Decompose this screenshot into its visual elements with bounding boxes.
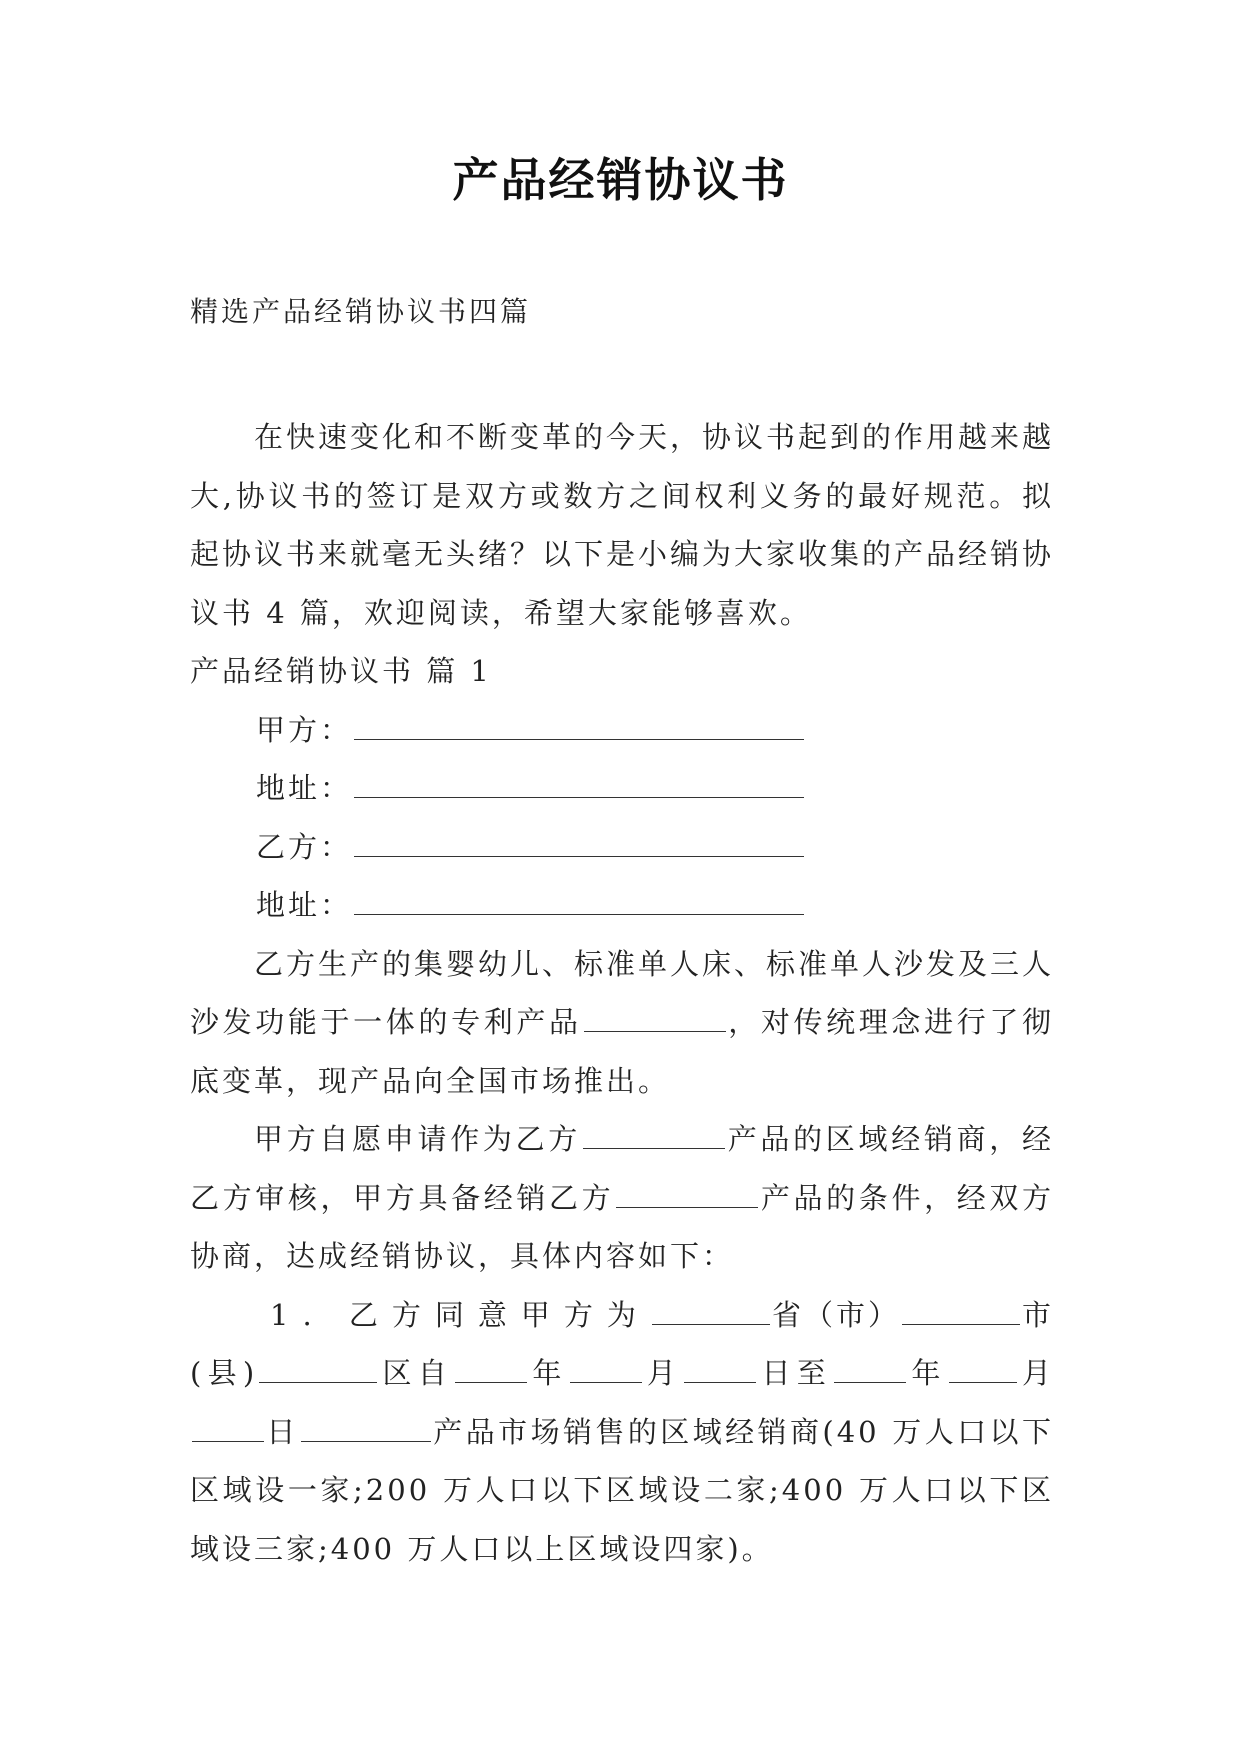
province-blank[interactable] <box>652 1300 770 1325</box>
party-b-address-blank[interactable] <box>354 890 804 915</box>
document-subtitle: 精选产品经销协议书四篇 <box>190 295 532 328</box>
party-a-address-field <box>190 759 1054 818</box>
county-blank[interactable] <box>259 1358 377 1383</box>
party-a-field <box>190 701 1054 760</box>
clause-1-text-a: 1. 乙方同意甲方为 <box>270 1297 650 1332</box>
start-day-blank[interactable] <box>684 1358 756 1383</box>
clause-1-text-f: 年 <box>529 1356 568 1390</box>
end-day-blank[interactable] <box>192 1417 264 1442</box>
product-name-blank[interactable] <box>584 1007 726 1032</box>
application-product-blank-2[interactable] <box>616 1183 758 1208</box>
party-a-label: 甲方： <box>256 712 353 747</box>
clause-1-text-g: 月 <box>643 1356 683 1390</box>
party-a-address-label: 地址： <box>256 771 353 805</box>
party-a-blank[interactable] <box>354 715 804 740</box>
application-text-c: 产品的条件，经双方协商，达成经销协议，具体内容如下： <box>190 1180 1054 1273</box>
party-b-field <box>190 818 1054 877</box>
clause-1-text-l: 产品市场销售的区域经销商(40 万人口以下区域设一家;200 万人口以下区域设二家;400 万人口以下区域设三家;400 万人口以上区域设四家)。 <box>190 1414 1054 1566</box>
party-b-address-label: 地址： <box>256 888 353 922</box>
clause-1-text-h: 日至 <box>758 1356 833 1390</box>
clause-1-text-j: 月 <box>1018 1356 1054 1390</box>
section-heading: 产品经销协议书 篇 1 <box>190 654 492 688</box>
clause-1-text-d: (县) <box>190 1356 258 1390</box>
party-b-address-field <box>190 876 1054 935</box>
document-body <box>190 408 1054 1578</box>
clause-product-blank[interactable] <box>301 1417 431 1442</box>
clause-1-text-k: 日 <box>266 1414 299 1449</box>
clause-1-text-b: 省（市） <box>771 1297 900 1332</box>
end-month-blank[interactable] <box>949 1358 1017 1383</box>
party-b-label: 乙方： <box>256 829 353 864</box>
clause-1-paragraph <box>190 1286 1054 1579</box>
application-text-b: 产品的区域经销商，经乙方审核，甲方具备经销乙方 <box>190 1122 1054 1215</box>
intro-paragraph: 在快速变化和不断变革的今天，协议书起到的作用越来越大,协议书的签订是双方或数方之间权利义务的最好规范。拟起协议书来就毫无头绪？以下是小编为大家收集的产品经销协议书 4 篇，欢迎阅读，希望大家能够喜欢。 <box>190 420 1055 630</box>
document-title: 产品经销协议书 <box>452 153 789 207</box>
application-paragraph <box>190 1110 1054 1286</box>
clause-1-text-c: 市 <box>1021 1297 1054 1332</box>
clause-1-text-i: 年 <box>908 1356 947 1390</box>
product-text-b: ，对传统理念进行了彻底变革，现产品向全国市场推出。 <box>190 1005 1054 1098</box>
product-paragraph <box>190 935 1054 1111</box>
city-blank[interactable] <box>902 1300 1020 1325</box>
application-text-a: 甲方自愿申请作为乙方 <box>254 1122 581 1156</box>
clause-1-text-e: 区自 <box>379 1356 454 1390</box>
party-b-blank[interactable] <box>354 832 804 857</box>
start-year-blank[interactable] <box>455 1358 527 1383</box>
party-a-address-blank[interactable] <box>354 773 804 798</box>
product-text-a: 乙方生产的集婴幼儿、标准单人床、标准单人沙发及三人沙发功能于一体的专利产品 <box>190 946 1055 1039</box>
end-year-blank[interactable] <box>834 1358 906 1383</box>
start-month-blank[interactable] <box>570 1358 642 1383</box>
application-product-blank-1[interactable] <box>583 1124 725 1149</box>
